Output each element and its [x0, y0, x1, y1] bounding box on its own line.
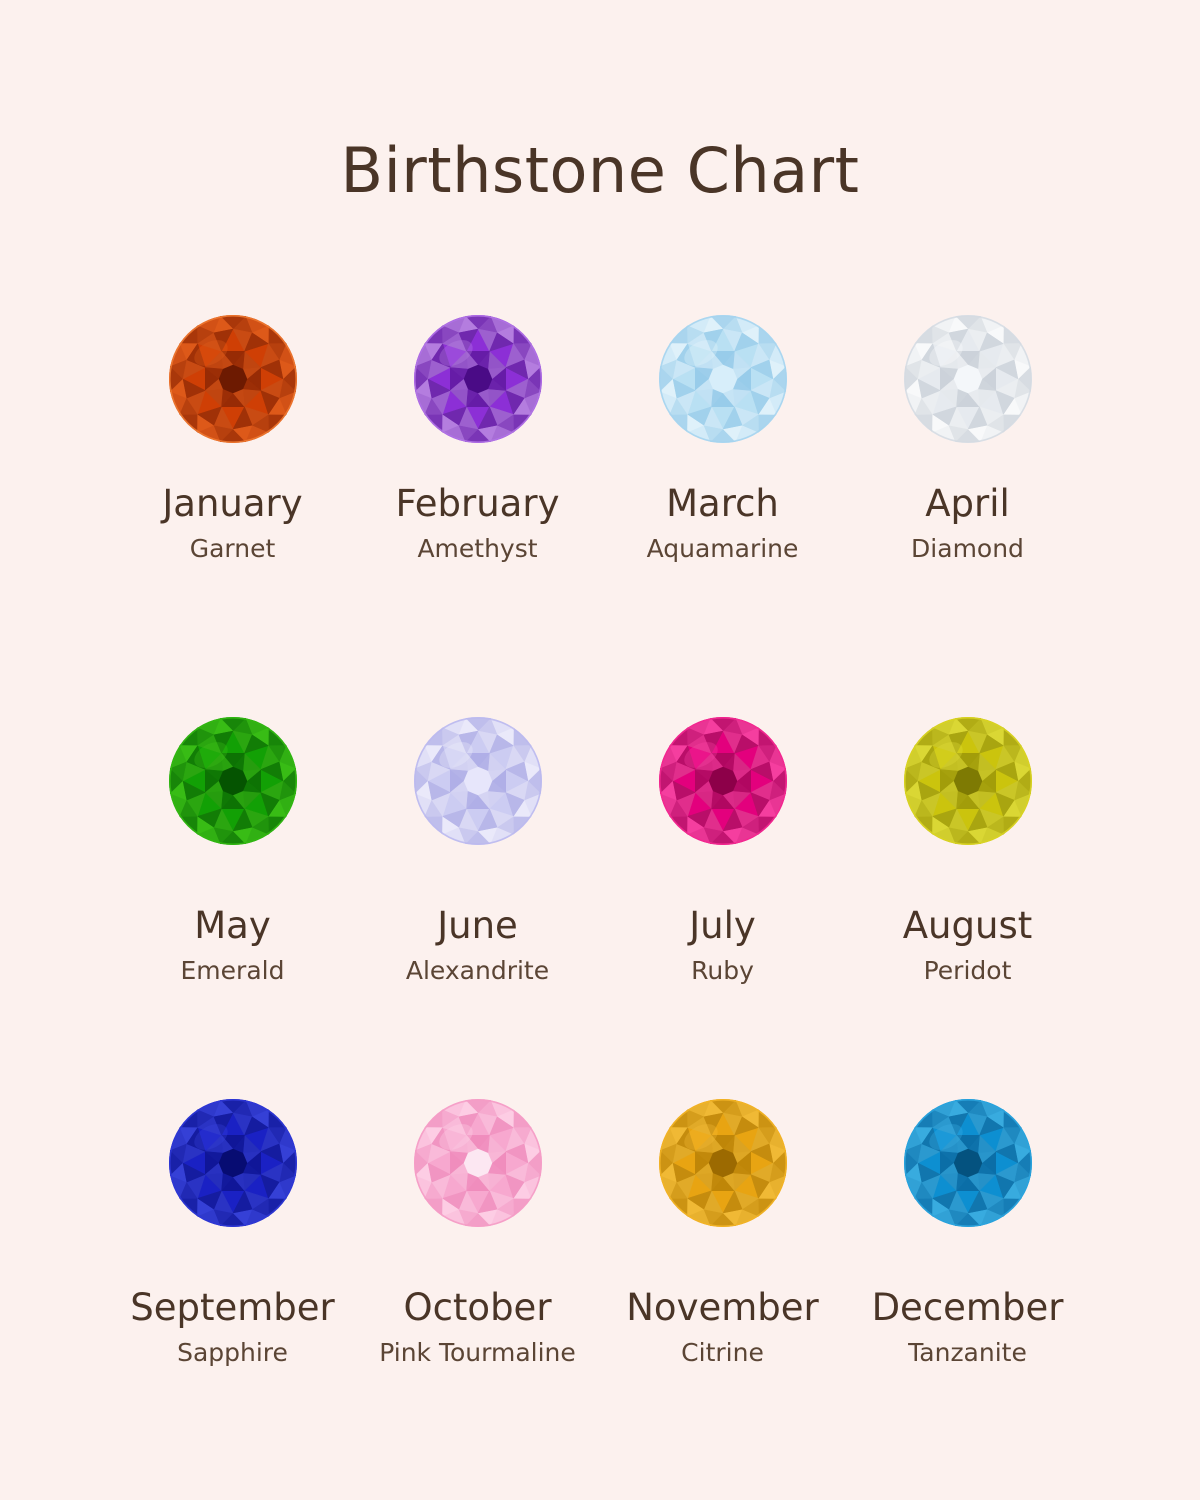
- month-label: September: [130, 1286, 335, 1329]
- gem-citrine-icon: [656, 1096, 790, 1230]
- month-label: June: [437, 904, 518, 947]
- page-title: Birthstone Chart: [340, 134, 860, 207]
- birthstone-grid: [0, 279, 1200, 1425]
- birthstone-cell-july: [600, 661, 845, 1043]
- stone-label: Sapphire: [177, 1337, 288, 1367]
- gem-wrap: [901, 279, 1035, 479]
- stone-label: Citrine: [681, 1337, 764, 1367]
- gem-wrap: [656, 279, 790, 479]
- stone-label: Pink Tourmaline: [379, 1337, 576, 1367]
- gem-wrap: [166, 1043, 300, 1283]
- stone-label: Tanzanite: [908, 1337, 1027, 1367]
- month-label: August: [902, 904, 1033, 947]
- gem-sapphire-icon: [166, 1096, 300, 1230]
- month-label: December: [871, 1286, 1064, 1329]
- birthstone-cell-may: [110, 661, 355, 1043]
- gem-ruby-icon: [656, 714, 790, 848]
- stone-label: Diamond: [911, 533, 1024, 563]
- gem-amethyst-icon: [411, 312, 545, 446]
- gem-wrap: [411, 661, 545, 901]
- month-label: January: [162, 482, 303, 525]
- birthstone-cell-august: [845, 661, 1090, 1043]
- gem-wrap: [656, 1043, 790, 1283]
- gem-wrap: [166, 661, 300, 901]
- month-label: April: [925, 482, 1010, 525]
- birthstone-cell-january: [110, 279, 355, 661]
- gem-alexandrite-icon: [411, 714, 545, 848]
- gem-garnet-icon: [166, 312, 300, 446]
- birthstone-cell-october: [355, 1043, 600, 1425]
- stone-label: Alexandrite: [405, 955, 550, 985]
- gem-wrap: [901, 1043, 1035, 1283]
- month-label: November: [626, 1286, 819, 1329]
- birthstone-cell-april: [845, 279, 1090, 661]
- gem-wrap: [656, 661, 790, 901]
- birthstone-cell-june: [355, 661, 600, 1043]
- birthstone-cell-december: [845, 1043, 1090, 1425]
- month-label: March: [666, 482, 779, 525]
- birthstone-cell-november: [600, 1043, 845, 1425]
- birthstone-cell-september: [110, 1043, 355, 1425]
- gem-aquamarine-icon: [656, 312, 790, 446]
- stone-label: Garnet: [189, 533, 276, 563]
- stone-label: Amethyst: [417, 533, 538, 563]
- stone-label: Emerald: [180, 955, 285, 985]
- birthstone-cell-february: [355, 279, 600, 661]
- gem-pink-tourmaline-icon: [411, 1096, 545, 1230]
- gem-wrap: [411, 279, 545, 479]
- gem-diamond-icon: [901, 312, 1035, 446]
- month-label: July: [689, 904, 756, 947]
- month-label: May: [194, 904, 271, 947]
- gem-wrap: [166, 279, 300, 479]
- gem-wrap: [901, 661, 1035, 901]
- birthstone-cell-march: [600, 279, 845, 661]
- stone-label: Aquamarine: [646, 533, 799, 563]
- month-label: October: [403, 1286, 552, 1329]
- stone-label: Peridot: [923, 955, 1012, 985]
- gem-tanzanite-icon: [901, 1096, 1035, 1230]
- gem-wrap: [411, 1043, 545, 1283]
- month-label: February: [395, 482, 560, 525]
- gem-peridot-icon: [901, 714, 1035, 848]
- gem-emerald-icon: [166, 714, 300, 848]
- stone-label: Ruby: [691, 955, 754, 985]
